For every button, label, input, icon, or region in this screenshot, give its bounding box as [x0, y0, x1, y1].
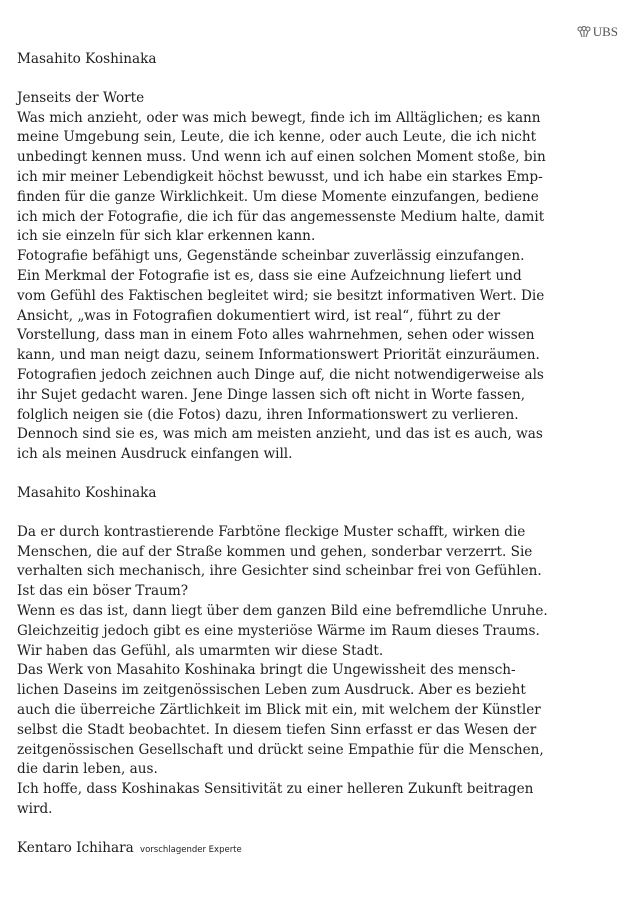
signature [17, 839, 613, 861]
text-line: ich mich der Fotografie, die ich für das angemessenste Medium halte, damit [17, 208, 545, 225]
text-line: Dennoch sind sie es, was mich am meisten anzieht, und das ist es auch, was [17, 426, 543, 443]
text-line: lichen Daseins im zeitgenössischen Leben zum Ausdruck. Aber es bezieht [17, 682, 526, 699]
section2-heading: Masahito Koshinaka [17, 484, 157, 501]
signature-role: vorschlagender Experte [140, 844, 242, 855]
ubs-logo [577, 24, 618, 40]
text-line: meine Umgebung sein, Leute, die ich kenne, oder auch Leute, die ich nicht [17, 129, 537, 146]
text-line: folglich neigen sie (die Fotos) dazu, ihren Informationswert zu verlieren. [17, 406, 519, 423]
text-line: unbedingt kennen muss. Und wenn ich auf einen solchen Moment stoße, bin [17, 149, 546, 166]
text-line: Fotografie befähigt uns, Gegenstände scheinbar zuverlässig einzufangen. [17, 248, 525, 265]
text-line: die darin leben, aus. [17, 761, 158, 778]
section1-body [17, 109, 613, 465]
text-line: finden für die ganze Wirklichkeit. Um diese Momente einzufangen, bediene [17, 188, 539, 205]
ubs-keys-icon [577, 26, 591, 38]
text-line: Ist das ein böser Traum? [17, 583, 189, 600]
text-line: verhalten sich mechanisch, ihre Gesichter sind scheinbar frei von Gefühlen. [17, 563, 542, 580]
spacer [17, 465, 613, 484]
text-line: Fotografien jedoch zeichnen auch Dinge auf, die nicht notwendigerweise als [17, 366, 544, 383]
text-line: Wir haben das Gefühl, als umarmten wir diese Stadt. [17, 642, 384, 659]
text-line: vom Gefühl des Faktischen begleitet wird; sie besitzt informativen Wert. Die [17, 287, 545, 304]
text-line: zeitgenössischen Gesellschaft und drückt seine Empathie für die Menschen, [17, 741, 544, 758]
section2-body [17, 523, 613, 820]
signature-name: Kentaro Ichihara [17, 839, 134, 856]
text-line: auch die überreiche Zärtlichkeit im Blick mit ein, mit welchem der Künstler [17, 701, 541, 718]
section1-author: Masahito Koshinaka [17, 51, 157, 67]
text-line: ich als meinen Ausdruck einfangen will. [17, 446, 293, 463]
text-line: wird. [17, 800, 53, 817]
spacer [17, 504, 613, 523]
text-line: Gleichzeitig jedoch gibt es eine mysteriöse Wärme im Raum dieses Traums. [17, 622, 540, 639]
text-line: Menschen, die auf der Straße kommen und gehen, sonderbar verzerrt. Sie [17, 543, 533, 560]
text-line: Da er durch kontrastierende Farbtöne fleckige Muster schafft, wirken die [17, 523, 526, 540]
text-line: Das Werk von Masahito Koshinaka bringt die Ungewissheit des mensch- [17, 662, 516, 679]
document-page [17, 50, 613, 860]
text-line: selbst die Stadt beobachtet. In diesem tiefen Sinn erfasst er das Wesen der [17, 721, 537, 738]
spacer [17, 820, 613, 839]
text-line: ich sie einzeln für sich klar erkennen kann. [17, 228, 316, 245]
text-line: Ein Merkmal der Fotografie ist es, dass sie eine Aufzeichnung liefert und [17, 267, 522, 284]
text-line: ich mir meiner Lebendigkeit höchst bewusst, und ich habe ein starkes Emp- [17, 168, 543, 185]
text-line: Vorstellung, dass man in einem Foto alles wahrnehmen, sehen oder wissen [17, 327, 535, 344]
text-line: Wenn es das ist, dann liegt über dem ganzen Bild eine befremdliche Unruhe. [17, 602, 548, 619]
logo-text: UBS [592, 24, 618, 39]
text-line: Ich hoffe, dass Koshinakas Sensitivität zu einer helleren Zukunft beitragen [17, 781, 534, 798]
text-line: Ansicht, „was in Fotografien dokumentiert wird, ist real“, führt zu der [17, 307, 501, 324]
text-line: ihr Sujet gedacht waren. Jene Dinge lassen sich oft nicht in Worte fassen, [17, 386, 526, 403]
spacer [17, 70, 613, 89]
text-line: kann, und man neigt dazu, seinem Informationswert Priorität einzuräumen. [17, 347, 540, 364]
section1-title: Jenseits der Worte [17, 89, 145, 106]
text-line: Was mich anzieht, oder was mich bewegt, finde ich im Alltäglichen; es kann [17, 109, 541, 126]
